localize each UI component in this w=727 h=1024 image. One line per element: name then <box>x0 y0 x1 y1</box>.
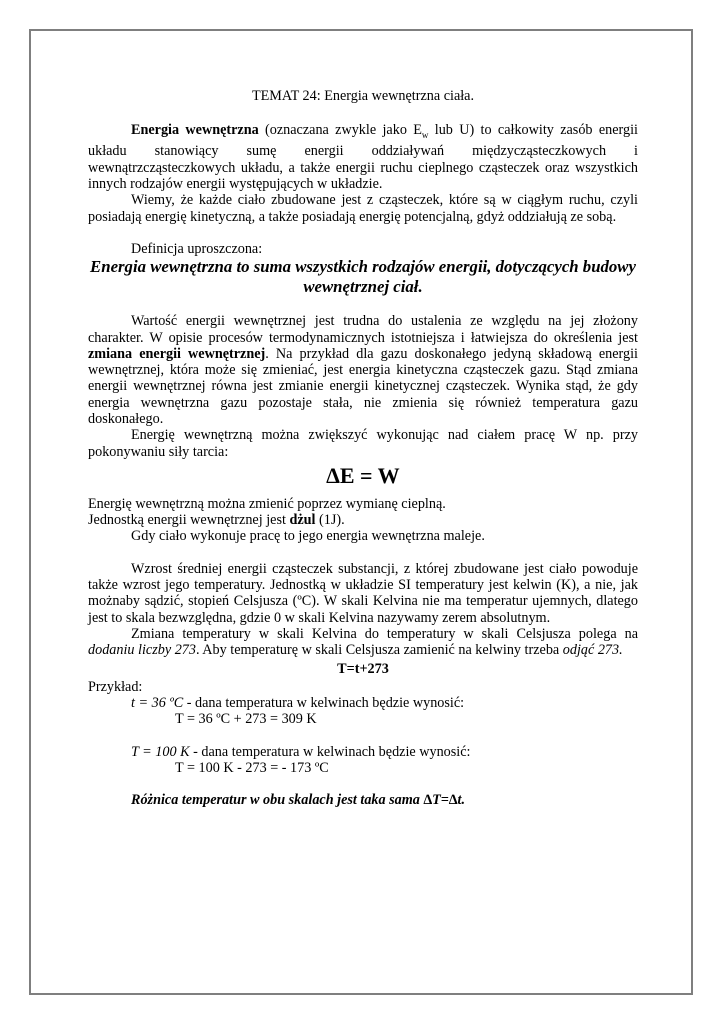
subscript-w: w <box>421 130 429 141</box>
paragraph-conversion: Zmiana temperatury w skali Kelvina do temperatury w skali Celsjusza polega na dodaniu liczby 273. Aby temperaturę w skali Celsjusza zamienić na kelwiny trzeba odjąć 273. <box>88 625 638 659</box>
paragraph-temperature: Wzrost średniej energii cząsteczek substancji, z której zbudowane jest ciało powoduje także wzrost jego temperatury. Jednostką w układzie SI temperatury jest kelwin (K), a nie, jak możnaby sądzić, stopień Celsjusza (ºC). W skali Kelvina nie ma temperatur ujemnych, dlatego jest to skala bezwzględna, gdzie 0 w skali Kelvina nazywamy zerem absolutnym. <box>88 560 638 626</box>
paragraph-internal-energy-change: Wartość energii wewnętrznej jest trudna do ustalenia ze względu na jej złożony charakter. W opisie procesów termodynamicznych istotniejsza i łatwiejsza do określenia jest zmiana energii wewnętrznej. Na przykład dla gazu doskonałego jedyną składową energii wewnętrznej, która może się zmieniać, jest energia kinetyczna cząsteczek gazu. Stąd zmiana energii wewnętrznej równa jest zmianie energii kinetycznej cząsteczek. Wynika stąd, że gdy energia wewnętrzna gazu pozostaje stała, nie zmienia się również temperatura gazu doskonałego. <box>88 313 638 427</box>
paragraph-definition-intro: Energia wewnętrzna (oznaczana zwykle jako $E_w$ lub U) to całkowity zasób energii układu stanowiący sumę energii oddziaływań międzycząsteczkowych i wewnątrzcząsteczkowych układu, a także energii ruchu cieplnego cząsteczek oraz wszystkich innych rodzajów energii występujących w układzie. <box>88 122 638 193</box>
term-energia-wewnetrzna: Energia wewnętrzna <box>131 122 259 139</box>
example-1: t = 36 ºC - dana temperatura w kelwinach będzie wynosić: <box>131 695 465 712</box>
example-2: T = 100 K - dana temperatura w kelwinach będzie wynosić: <box>131 743 471 760</box>
line-heat-exchange: Energię wewnętrzną można zmienić poprzez wymianę cieplną. <box>88 495 446 512</box>
example-label: Przykład: <box>88 678 143 695</box>
example-1-calc: T = 36 ºC + 273 = 309 K <box>175 711 317 728</box>
formula-kelvin: T=t+273 <box>337 660 389 677</box>
line-work-decrease: Gdy ciało wykonuje pracę to jego energia wewnętrzna maleje. <box>131 528 485 545</box>
definition-text: Energia wewnętrzna to suma wszystkich rodzajów energii, dotyczących budowy wewnętrznej ciał. <box>90 257 636 297</box>
document-body <box>88 88 638 809</box>
example-2-calc: T = 100 K - 273 = - 173 ºC <box>175 760 329 777</box>
unit-dzul: dżul <box>289 512 316 529</box>
definition-label: Definicja uproszczona: <box>131 240 263 257</box>
paragraph-particles: Wiemy, że każde ciało zbudowane jest z cząsteczek, które są w ciągłym ruchu, czyli posiadają energię kinetyczną, a także posiadają energię potencjalną, gdyż oddziałują ze sobą. <box>88 192 638 225</box>
term-zmiana-energii: zmiana energii wewnętrznej <box>88 345 266 362</box>
conclusion: Różnica temperatur w obu skalach jest taka sama ∆T=∆t. <box>131 792 466 809</box>
formula-energy-work: ∆E = W <box>326 462 400 488</box>
line-unit: Jednostką energii wewnętrznej jest dżul (1J). <box>88 512 345 529</box>
paragraph-work: Energię wewnętrzną można zwiększyć wykonując nad ciałem pracę W np. przy pokonywaniu siły tarcia: <box>88 427 638 460</box>
document-title: TEMAT 24: Energia wewnętrzna ciała. <box>251 88 475 104</box>
